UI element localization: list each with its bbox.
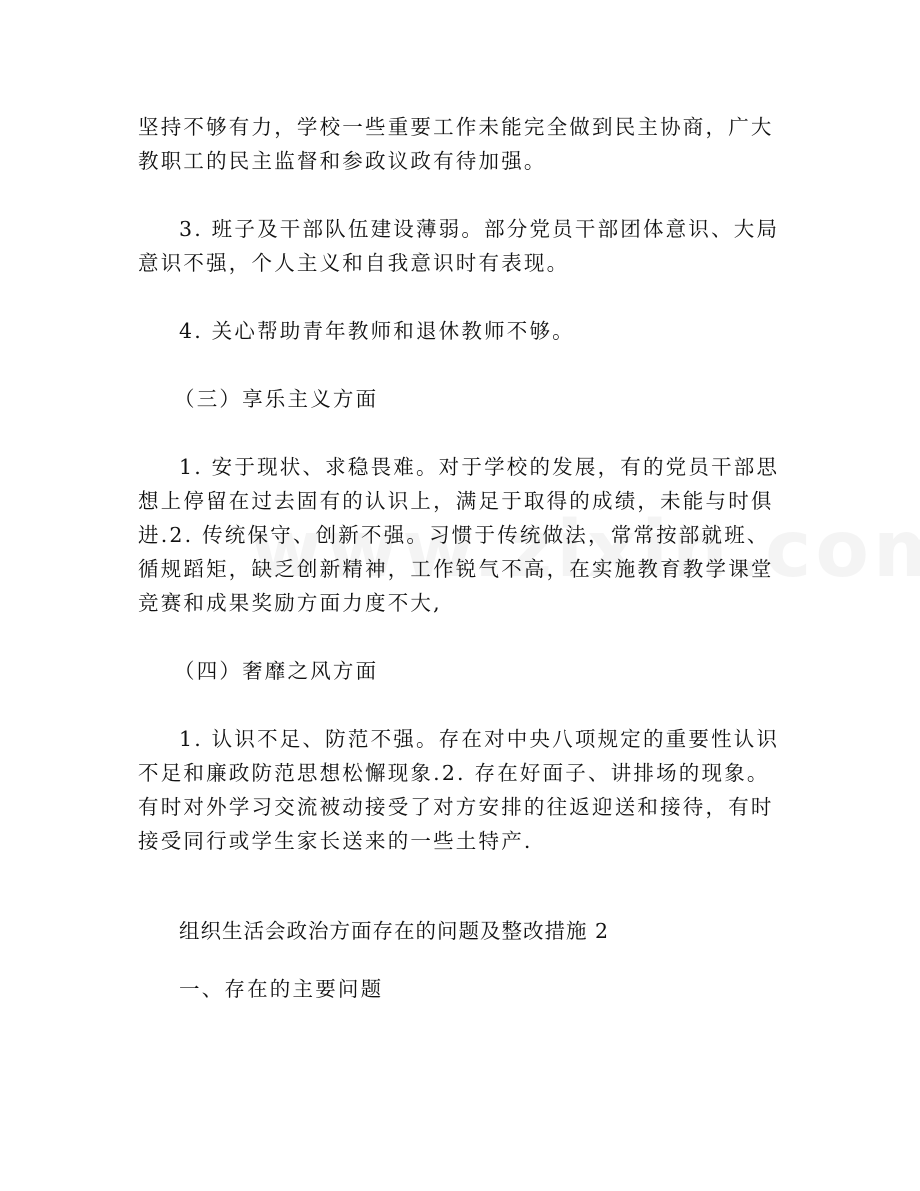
section-title: 组织生活会政治方面存在的问题及整改措施 2 bbox=[179, 919, 610, 943]
heading-main-problems: 一、存在的主要问题 bbox=[179, 977, 384, 1001]
heading-extravagance: （四）奢靡之风方面 bbox=[174, 659, 379, 683]
heading-hedonism: （三）享乐主义方面 bbox=[174, 387, 379, 411]
paragraph-team-building: 3. 班子及干部队伍建设薄弱。部分党员干部团体意识、大局意识不强，个人主义和自我意识时有表现。 bbox=[138, 217, 780, 275]
paragraph-awareness: 1. 认识不足、防范不强。存在对中央八项规定的重要性认识不足和廉政防范思想松懈现象.2. 存在好面子、讲排场的现象。有时对外学习交流被动接受了对方安排的往返迎送和接待，有时接受同行或学生家长送来的一些土特产. bbox=[138, 727, 780, 853]
paragraph-complacency: 1. 安于现状、求稳畏难。对于学校的发展，有的党员干部思想上停留在过去固有的认识上，满足于取得的成绩，未能与时俱进.2. 传统保守、创新不强。习惯于传统做法，常常按部就班、循规蹈矩，缺乏创新精神，工作锐气不高，在实施教育教学课堂竞赛和成果奖励方面力度不大, bbox=[138, 455, 780, 615]
paragraph-democratic-supervision: 坚持不够有力，学校一些重要工作未能完全做到民主协商，广大教职工的民主监督和参政议政有待加强。 bbox=[138, 115, 774, 173]
paragraph-care-teachers: 4. 关心帮助青年教师和退休教师不够。 bbox=[179, 319, 575, 343]
